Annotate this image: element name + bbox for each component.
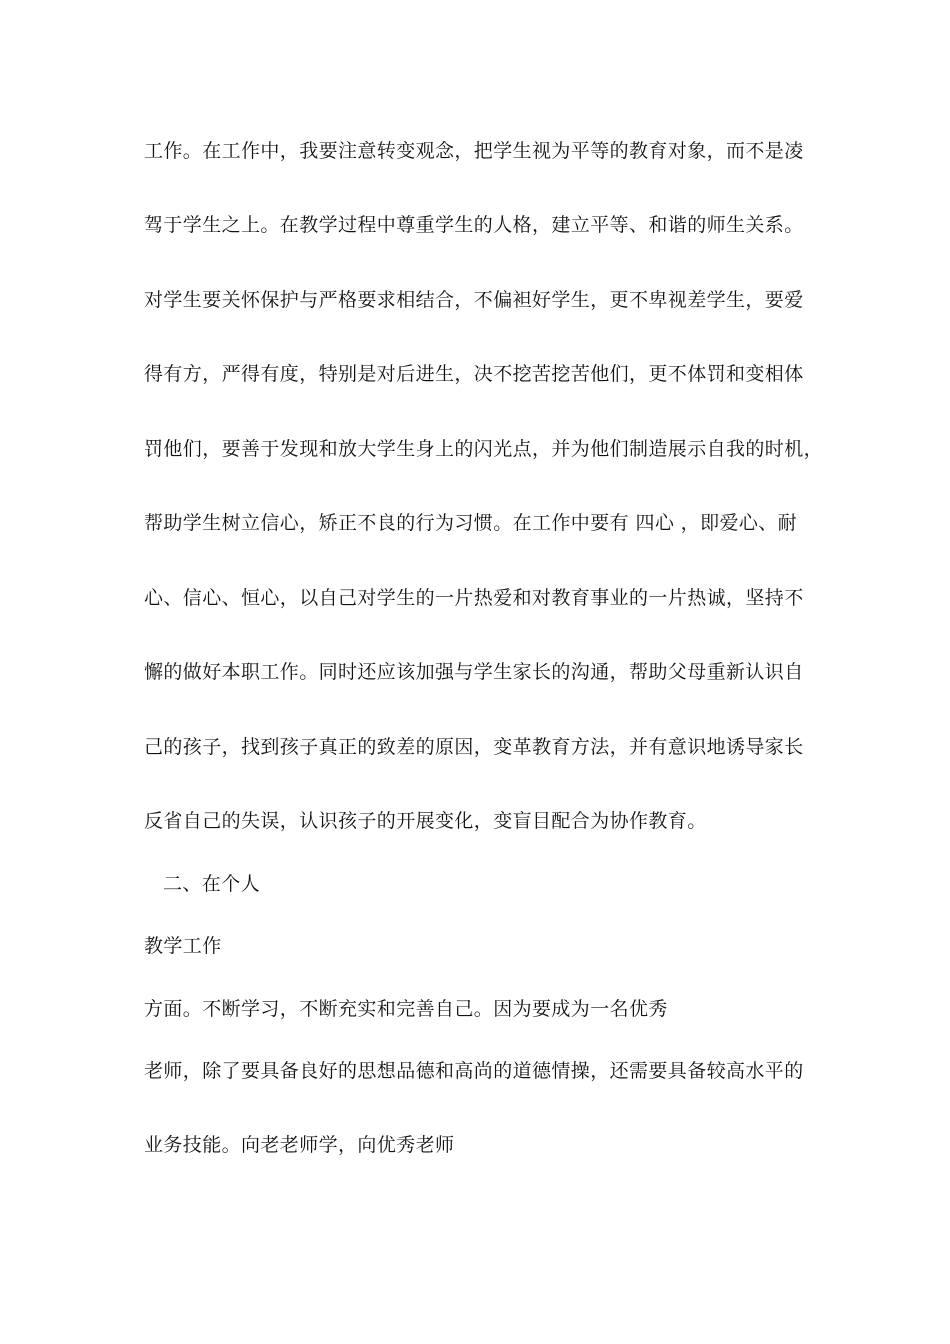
paragraph-line: 心、信心、恒心，以自己对学生的一片热爱和对教育事业的一片热诚，坚持不 [144, 587, 804, 609]
paragraph-line: 老师，除了要具备良好的思想品德和高尚的道德情操，还需要具备较高水平的 [144, 1060, 804, 1082]
paragraph-line: 懈的做好本职工作。同时还应该加强与学生家长的沟通，帮助父母重新认识自 [144, 661, 804, 683]
paragraph-line: 得有方，严得有度，特别是对后进生，决不挖苦挖苦他们，更不体罚和变相体 [144, 363, 804, 385]
paragraph-line: 业务技能。向老老师学，向优秀老师 [144, 1134, 455, 1156]
section-subheading: 教学工作 [144, 935, 222, 957]
paragraph-line: 反省自己的失误，认识孩子的开展变化，变盲目配合为协作教育。 [144, 810, 707, 832]
paragraph-line: 罚他们，要善于发现和放大学生身上的闪光点，并为他们制造展示自我的时机， [144, 438, 824, 460]
paragraph-line: 对学生要关怀保护与严格要求相结合，不偏袒好学生，更不卑视差学生，要爱 [144, 289, 804, 311]
paragraph-line: 工作。在工作中，我要注意转变观念，把学生视为平等的教育对象，而不是凌 [144, 140, 804, 162]
paragraph-line: 帮助学生树立信心，矫正不良的行为习惯。在工作中要有 四心 ，即爱心、耐 [144, 512, 798, 534]
paragraph-line: 己的孩子，找到孩子真正的致差的原因，变革教育方法，并有意识地诱导家长 [144, 736, 804, 758]
paragraph-line: 方面。不断学习，不断充实和完善自己。因为要成为一名优秀 [144, 998, 668, 1020]
section-heading: 二、在个人 [163, 873, 261, 895]
paragraph-line: 驾于学生之上。在教学过程中尊重学生的人格，建立平等、和谐的师生关系。 [144, 214, 804, 236]
